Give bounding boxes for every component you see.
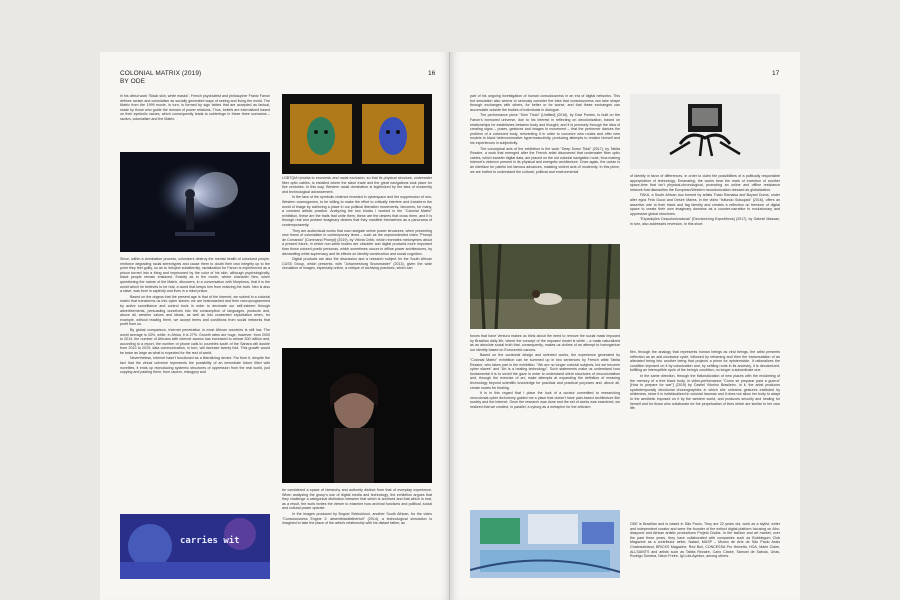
figure-monitor-sculpture	[630, 94, 780, 169]
paragraph: Digital products are also the discussion and a research subject for the South African CUSS Group, which presents, with "Johannesburg Snowmaster" (2013), given the wide circulation of images, especially online, a critique of archiving practices, which can	[282, 257, 432, 271]
author-bio	[630, 522, 780, 580]
figure-masks	[282, 94, 432, 174]
column-3-bottom	[470, 334, 620, 504]
paragraph: film, through the analogy that represents human beings as viral beings, the artist presents reflection as an anti-clockwise cycle, followed by reframing and then the transmutation of an alienated being into another being that projects a prism for epistemicide. It rationalizes the condition imposed on it by colonization and, by settling roots in its ancestry, it is decolonized, fulfilling an interruptible cycle of the being's condition, no longer a subordinate one.	[630, 350, 780, 373]
left-page	[100, 52, 450, 600]
column-1-top	[120, 94, 270, 152]
paragraph: The performance piece "Sem Título" [Untitled] (2016), by Davi Pontes, is built on the Fanon's borrowed universe, due to his interest in reflecting on decolonization, based on relationships he establishes between body and thought; and it is precisely through the idea of creating signs – poses, gestures and images in movement – that the performer dances the problem of a colonized body, reinventing it in order to conceive new routes and offer new models to black heteronormative hypermasculinity, producing attempts to reclaim himself and his experiences in subjectivity.	[470, 113, 620, 145]
paragraph: forces that have Ventura makes us think about the need to remove the social mask imposed by Brazilian daily life, where the concept of the imposed model is white – a mask naturalized as an absolute social truth that, consequently, makes us victims of an attempt to homogenize our identity based on Eurocentric canons.	[470, 334, 620, 352]
column-4-middle	[630, 350, 780, 518]
paragraph: By global comparison, Internet penetration in most African countries is still low. The world average is 43%, while, in Africa, it is 27%. Growth rates are huge, however: from 2000 to 2014, the number of Africans with internet access has increased to almost 300 million and, according to a report, the number of phone calls to countries south of the Sahara will double from 2013 to 2019; data communication, in turn, will increase twenty fold. This growth would be twice as large as what is expected for the rest of world.	[120, 327, 270, 355]
screen-still-caption: carries wit	[180, 536, 240, 546]
figure-smoke-performance	[120, 152, 270, 252]
paragraph: They are audiovisual works that now navigate online power structures, when presenting new forms of colonialism in contemporary times – such as the unprecedented video "Prompt de Comando" [Command Prompt] (2019), by Vitória Cribb, which recreates metonymies about a present future, in which non-white bodies are obsolete and digital products more important than those colored poetic personas, which sometimes occurs in offline power architectures, by dismantling white supremacy and its effects on identity construction and social cognition.	[282, 228, 432, 256]
blue-mask-icon	[379, 117, 407, 155]
column-4-top	[630, 174, 780, 342]
paragraph: "Expedições Descolonizadoras" [Decolonizing Expeditions] (2017), by Gabriel Massan, in turn, also addresses reversion. In this short	[630, 217, 780, 226]
green-mask-icon	[307, 117, 335, 155]
paragraph: Based on the dogma that the present age is that of the Internet, we submit in a colonial matrix that transforms us into cyber slaves: we are brainwashed and then neuroprogrammed by active surveillance and control tools in order to decimate our self-esteem through advertisements, persuading ourselves into the consumption of languages, products and, above all, western values and ideals, as well as into consented exploitation when, for example, without reading them, we accept terms and conditions from social networks that profit from us.	[120, 294, 270, 327]
paragraph: In the same direction, through the fictionalization of new places with the reclaiming of the memory of a free black body, in video-performance "Como se preparar para a guerra" [How to prepare for war"] (2019) by Castiel Vitorino Brasileiro. In it, the artist produces spatiotemporally decolonial choreographies in which she unlearns gestures instituted by whiteness, since it is individualized in colonial traumas and it does not allow her body to adapt to the aesthetic imposed on it by the western world, and produces security and healing for herself and for those who collaborate for the perpetuation of lives which are similar to her own life.	[630, 373, 780, 411]
paragraph: Based on the curatorial design and selected works, the experience generated by "Colonial Matrix" exhibition can be summed up in two sentences by French artist Tabita Rezaire, who takes part in the exhibition: "We are no longer colonial subjects, but we become cyber slaves" and "Art is a healing technology". Such statements make us understand how fundamental it is to unveil the gaze in order to understand silent structures of neocolonialism and, through the exercise of art, make attempts at expanding the definition of meaning technology beyond scientific knowledge for practical and practical purposes and, above all, create routes for healing.	[470, 353, 620, 390]
figure-screen-still	[120, 514, 270, 579]
smoke-photo	[120, 152, 270, 252]
running-title: COLONIAL MATRIX (2019) BY ODE	[120, 70, 202, 85]
page-number-left: 16	[428, 70, 436, 77]
column-3-top	[470, 94, 620, 244]
paragraph: ODE is Brazilian and is based in São Paulo. They are 22 years old, work as a stylist, writer and independent curator and were the founder of the extinct digital platform focusing on Afro-diasporic and African artistic productions Projeto Dúdós. In the fashion and art market, over the past three years, they have collaborated with companies such as Bubblegum Club Magazine as a contributor writer, Natasl, MASP – Museu de Arte de São Paulo Assis Chateaubriand, BRICKS Magazine, Red Bull, CONCESSA Pro Helvetia, HOA, Marie Claire, ALLSAINTS and artists such as Tabita Rezaire, Cairo Clarke, Samuel de Saboia, Urias, Rodrigo Sombra, Nixon Freire, Igi Lola Ayedun, among others.	[630, 522, 780, 559]
figure-performer-forest	[470, 244, 620, 329]
paragraph: of identity in favor of differences, in order to claim the possibilities of a politically responsible appropriation of technology. Emanating, the works bear the mark of invention of another space-time that isn't physical-chronological, promoting an online and offline resistance network that dismantles the European/Western neocolonization dressed as globalization.	[630, 174, 780, 192]
paragraph: The conceptual axis of the exhibition is the work "Deep Down Tidal" (2017), by Tabita Rezaire, a work that emerged after the French artist discovered that underwater fiber optic cables, which transfer digital data, are placed on the old colonial navigation route, thus making Internet's violence present in its physical and energetic architecture. Once again, the ocean is an interface for painful but famous advances, masking violent acts of modernity. In this piece, we are invited to understand the cultural, political and environmental	[470, 146, 620, 174]
figure-cables-screens	[470, 510, 620, 578]
column-2-bottom	[282, 488, 432, 578]
paragraph: It is in this regard that I place the look of a curator committed to researching neocolonial-cyber dichotomy guided me a place that doesn't have pain-based architecture like society and the internet. Once the research was done and the set of works was examined, we realized that we created, in parallel, a cyborg as a metaphor for the criticism	[470, 391, 620, 409]
magazine-spread	[100, 52, 800, 600]
paragraph: In his debut work "Black skin, white masks", French psychiatrist and philosopher Frantz Fanon defines racism and colonialism as socially generated ways of seeing and living the world. The Matrix from the 1999 movie, in turn, is formed by sign tables that are accepted as factual, made by those who guide the domain of power relations. Thus, beliefs are internalized based on their symbolic values, which consequently leads to subterfuge in these three scenarios – racism, colonialism and the Matrix.	[120, 94, 270, 121]
column-1-bottom	[120, 257, 270, 525]
paragraph: FAKA, a South African duo formed by artists Thato Ramaisa and Buyani Duma, under alter egos Fela Gucci and Desire Marea, in the video "Isifundo Sokuqala" (2016), offers an assertive ode to their black and fag identity and creates a reflection on freedom of digital space to create their own imaginary domains as a counter-narrative to exclusionary and oppressive global structures.	[630, 193, 780, 216]
paragraph: part of his ongoing investigation of human consciousness in an era of digital networks. This bot simulation also seems to seriously consider the idea that consciousness can take shape through exchanges with others, for better or for worse, and that these exchanges can accumulate outside the bodies of individuals in dialogue.	[470, 94, 620, 112]
paragraph: LGBTQIA+phobia to economic and racial exclusion, so that its physical structure, underwater fiber optic cables, is installed where the slave trade and the great navigations took place for five centuries. In this way, Western racial domination is legitimized by the idea of modernity and technological advancement.	[282, 176, 432, 194]
paragraph: In the images produced by Bogosi Sekhukhuni, another South African, for the video "Consciousness Engine 2: absentblackfatherbot" (2014), a technological simulation is imagined to take the place of the artist's relationship with his distant father, as	[282, 511, 432, 526]
paragraph: be considered a space of hierarchy and authority distinct from that of everyday experience. When analyzing the group's use of digital media and technology, the exhibition argues that they challenge a categorical distinction between that which is archived and that which is real, as a result, the work invites the viewer to examine how archival functions and political, social and cultural power operate.	[282, 488, 432, 511]
paragraph: Since, within a domination process, colonizers destroy the mental health of colonized people, reinforce degrading racial stereotypes and cause them to doubt their own integrity up to the point they feel guilty, so as to introject subalternity, racialization for Fanon is experienced as a prison turned into a thing and imprisoned by the color of his skin, although psychologically, black people remain enslaved. Exactly as in the movie, where character Neo, when questioning the nature of the Matrix, discovers, in a conversation with Morpheus, that it is the world which he believes to be real, a world that keeps him from realizing the truth. Neo is also a slave, was born in captivity and lives in a mind prison.	[120, 257, 270, 294]
column-2-top	[282, 176, 432, 346]
figure-portrait	[282, 348, 432, 483]
right-page	[450, 52, 800, 600]
paragraph: Nevertheless, Internet hasn't functioned as a liberalizing device. Far from it, despite the fact that the virtual universe represents the possibility of an immediate future filled with novelties, it ends up reproducing systemic structures of oppression from the real world, just copying and pasting them, from racism, misogyny and	[120, 356, 270, 375]
page-number-right: 17	[772, 70, 780, 77]
paragraph: In the face of the symbolic violence invested in cyberspace and the suppression of non-Western cosmogonies, to be willing to make the effort to critically interfere and transform the world of image by authoring a place in our political liberation movements, becomes, for many, a constant artistic practice. Analyzing the two blocks I worked in the "Colonial Matrix" exhibition, these are the traits that unite them, these are the desires that cross them, and it is through real and profane imaginary desires that they manifest themselves as a panorama of contemporaneity.	[282, 195, 432, 227]
